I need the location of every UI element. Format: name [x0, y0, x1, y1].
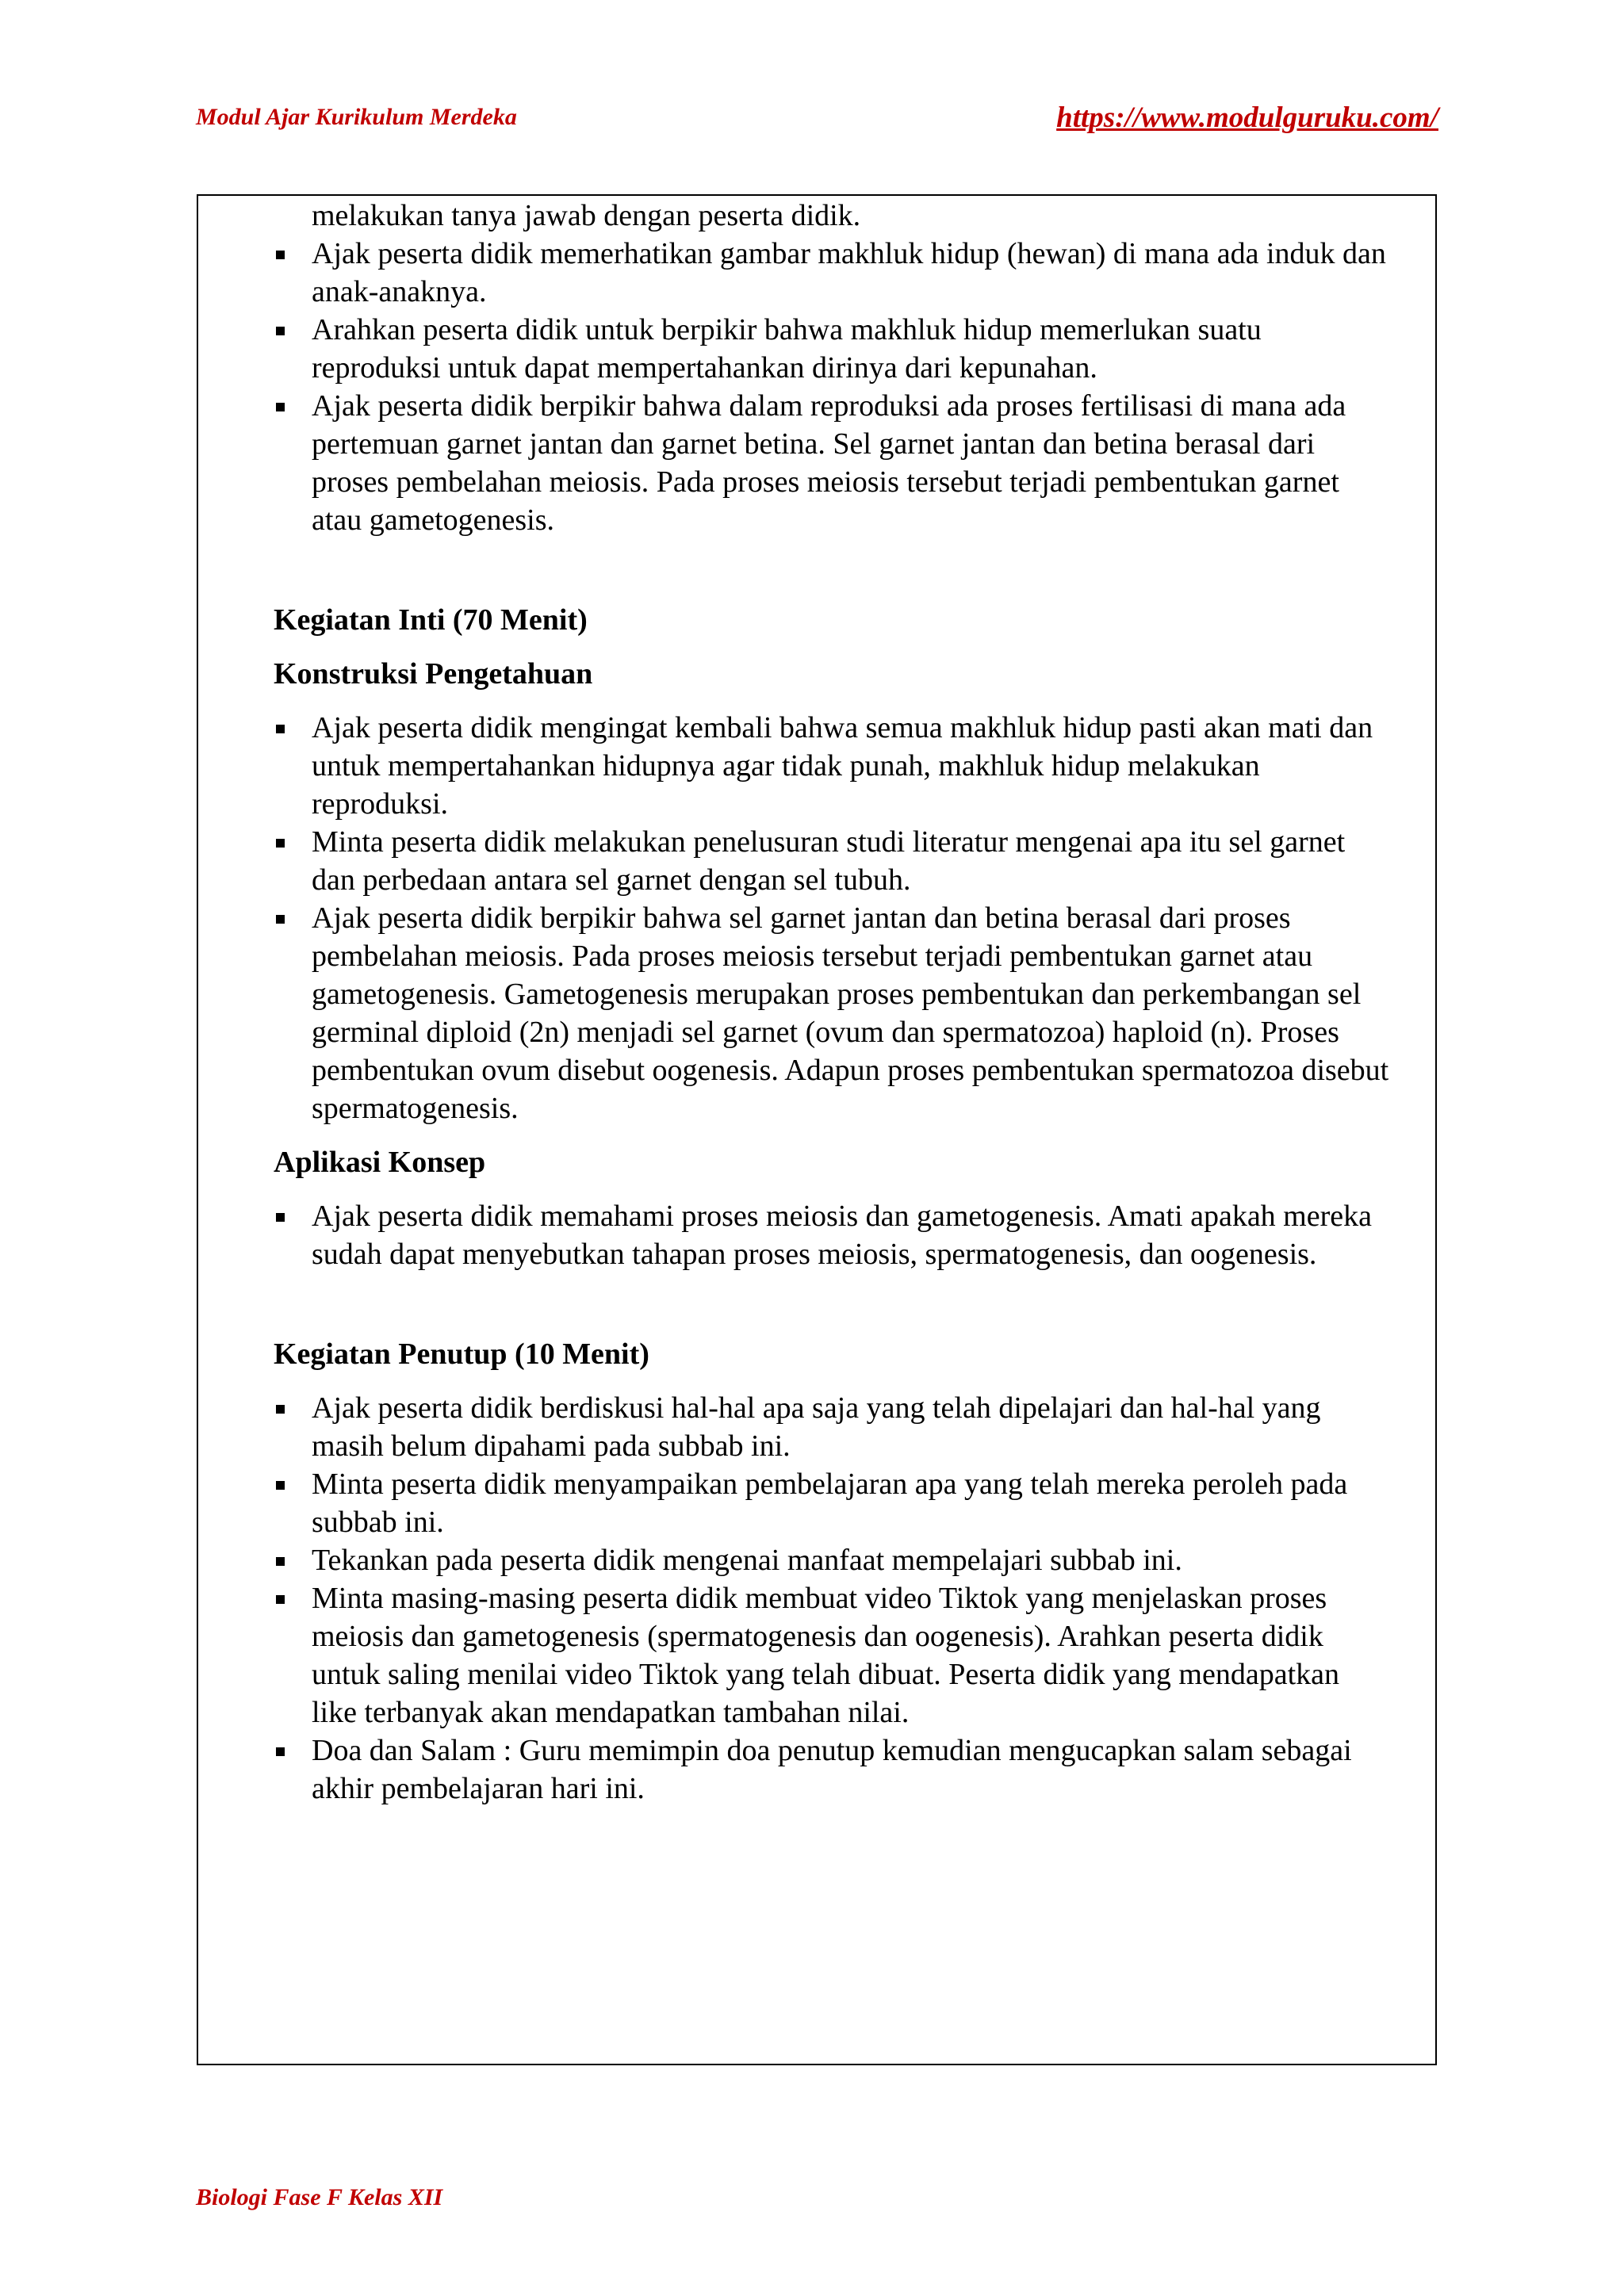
penutup-bullet-5: Doa dan Salam : Guru memimpin doa penutup kemudian mengucapkan salam sebagai akhir pembelajaran hari ini.: [274, 1732, 1392, 1808]
intro-bullet-1: Ajak peserta didik memerhatikan gambar makhluk hidup (hewan) di mana ada induk dan anak-anaknya.: [274, 235, 1392, 311]
intro-continuation: melakukan tanya jawab dengan peserta didik.: [312, 199, 861, 232]
konstruksi-bullet-2: Minta peserta didik melakukan penelusuran studi literatur mengenai apa itu sel garnet dan perbedaan antara sel garnet dengan sel tubuh.: [274, 823, 1392, 899]
penutup-bullet-4: Minta masing-masing peserta didik membuat video Tiktok yang menjelaskan proses meiosis dan gametogenesis (spermatogenesis dan oogenesis). Arahkan peserta didik untuk saling menilai video Tiktok yang telah dibuat. Peserta didik yang mendapatkan like terbanyak akan mendapatkan tambahan nilai.: [274, 1579, 1392, 1732]
intro-bullet-3: Ajak peserta didik berpikir bahwa dalam reproduksi ada proses fertilisasi di mana ada pertemuan garnet jantan dan garnet betina. Sel garnet jantan dan betina berasal dari proses pembelahan meiosis. Pada proses meiosis tersebut terjadi pembentukan garnet atau gametogenesis.: [274, 387, 1392, 539]
inti-heading: Kegiatan Inti (70 Menit): [274, 603, 588, 637]
intro-bullet-2: Arahkan peserta didik untuk berpikir bahwa makhluk hidup memerlukan suatu reproduksi untuk dapat mempertahankan dirinya dari kepunahan.: [274, 311, 1392, 387]
aplikasi-bullet-1: Ajak peserta didik memahami proses meiosis dan gametogenesis. Amati apakah mereka sudah dapat menyebutkan tahapan proses meiosis, spermatogenesis, dan oogenesis.: [274, 1197, 1392, 1273]
lesson-content: [274, 197, 1392, 1808]
konstruksi-heading: Konstruksi Pengetahuan: [274, 657, 593, 691]
aplikasi-heading: Aplikasi Konsep: [274, 1146, 486, 1179]
konstruksi-bullet-3: Ajak peserta didik berpikir bahwa sel garnet jantan dan betina berasal dari proses pembelahan meiosis. Pada proses meiosis tersebut terjadi pembentukan garnet atau gametogenesis. Gametogenesis merupakan proses pembentukan dan perkembangan sel germinal diploid (2n) menjadi sel garnet (ovum dan spermatozoa) haploid (n). Proses pembentukan ovum disebut oogenesis. Adapun proses pembentukan spermatozoa disebut spermatogenesis.: [274, 899, 1392, 1127]
penutup-bullet-1: Ajak peserta didik berdiskusi hal-hal apa saja yang telah dipelajari dan hal-hal yang masih belum dipahami pada subbab ini.: [274, 1389, 1392, 1465]
penutup-bullet-3: Tekankan pada peserta didik mengenai manfaat mempelajari subbab ini.: [274, 1541, 1392, 1579]
penutup-bullet-2: Minta peserta didik menyampaikan pembelajaran apa yang telah mereka peroleh pada subbab ini.: [274, 1465, 1392, 1541]
header-title: Modul Ajar Kurikulum Merdeka: [196, 104, 517, 130]
konstruksi-bullet-1: Ajak peserta didik mengingat kembali bahwa semua makhluk hidup pasti akan mati dan untuk mempertahankan hidupnya agar tidak punah, makhluk hidup melakukan reproduksi.: [274, 709, 1392, 823]
penutup-heading: Kegiatan Penutup (10 Menit): [274, 1337, 649, 1371]
header-link[interactable]: https://www.modulguruku.com/: [1056, 101, 1438, 134]
footer-text: Biologi Fase F Kelas XII: [196, 2184, 443, 2210]
